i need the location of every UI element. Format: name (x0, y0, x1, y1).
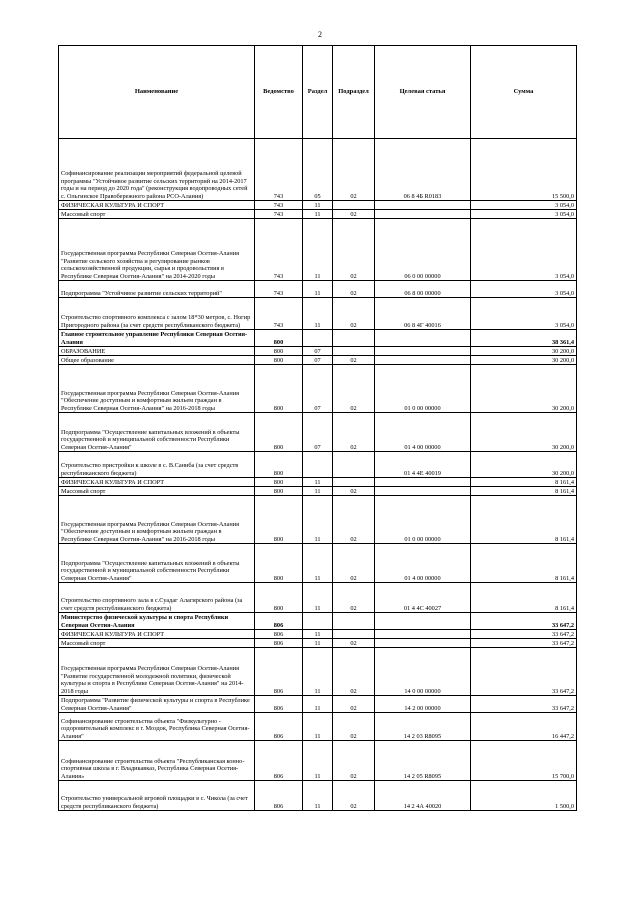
cell-subsection: 02 (333, 741, 375, 781)
cell-section: 11 (303, 713, 333, 741)
cell-name: Строительство универсальной игровой площадки в с. Чикола (за счет средств республиканского бюджета) (59, 781, 255, 811)
cell-target (375, 201, 471, 210)
cell-dept: 743 (255, 210, 303, 219)
table-row (59, 713, 577, 741)
cell-target (375, 487, 471, 496)
cell-subsection: 02 (333, 496, 375, 544)
table-row (59, 281, 577, 298)
cell-sum: 8 161,4 (471, 583, 577, 613)
cell-target: 01 4 00 00000 (375, 413, 471, 452)
header-subsection: Подраздел (333, 46, 375, 139)
cell-dept: 800 (255, 347, 303, 356)
cell-sum: 1 500,0 (471, 781, 577, 811)
cell-sum: 8 161,4 (471, 544, 577, 583)
cell-target: 14 2 03 R8095 (375, 713, 471, 741)
cell-target: 06 8 4Б R0183 (375, 139, 471, 201)
table-row (59, 741, 577, 781)
cell-section: 11 (303, 741, 333, 781)
cell-name: ФИЗИЧЕСКАЯ КУЛЬТУРА И СПОРТ (59, 630, 255, 639)
cell-section: 07 (303, 365, 333, 413)
table-row (59, 219, 577, 281)
cell-dept: 800 (255, 452, 303, 478)
cell-sum: 8 161,4 (471, 496, 577, 544)
cell-target: 14 2 05 R8095 (375, 741, 471, 781)
header-sum: Сумма (471, 46, 577, 139)
cell-dept: 800 (255, 583, 303, 613)
cell-section: 11 (303, 298, 333, 330)
cell-target: 14 2 00 00000 (375, 696, 471, 713)
table-row (59, 413, 577, 452)
cell-dept: 800 (255, 413, 303, 452)
cell-name: ОБРАЗОВАНИЕ (59, 347, 255, 356)
cell-subsection: 02 (333, 713, 375, 741)
header-target: Целевая статья (375, 46, 471, 139)
cell-subsection: 02 (333, 413, 375, 452)
table-row (59, 487, 577, 496)
cell-subsection: 02 (333, 356, 375, 365)
cell-name: Министерство физической культуры и спорта Республики Северная Осетия-Алания (59, 613, 255, 630)
cell-dept: 806 (255, 648, 303, 696)
cell-target: 01 0 00 00000 (375, 365, 471, 413)
cell-name: Софинансирование реализации мероприятий федеральной целевой программы "Устойчивое развитие сельских территорий на 2014-2017 годы и на период до 2020 года" (реконструкция водопроводных сетей с. Ольгинское Правобережного района РСО-Алания) (59, 139, 255, 201)
cell-sum: 33 647,2 (471, 648, 577, 696)
table-row (59, 210, 577, 219)
table-row (59, 330, 577, 347)
cell-target: 01 4 00 00000 (375, 544, 471, 583)
cell-sum: 3 054,0 (471, 219, 577, 281)
header-name: Наименование (59, 46, 255, 139)
table-row (59, 630, 577, 639)
cell-name: Строительство спортивного комплекса с залом 18*30 метров, с. Ногир Пригородного района (за счет средств республиканского бюджета) (59, 298, 255, 330)
cell-dept: 800 (255, 365, 303, 413)
table-header-row (59, 46, 577, 139)
cell-subsection: 02 (333, 648, 375, 696)
cell-target: 06 8 4Г 40016 (375, 298, 471, 330)
cell-name: Государственная программа Республики Северная Осетия-Алания "Развитие сельского хозяйства и регулирование рынков сельскохозяйственной продукции, сырья и продовольствия в Республике Северная Осетия-Алания" на 2014-2020 годы (59, 219, 255, 281)
cell-section: 11 (303, 544, 333, 583)
cell-dept: 800 (255, 330, 303, 347)
cell-sum: 3 054,0 (471, 201, 577, 210)
cell-target (375, 613, 471, 630)
cell-sum: 33 647,2 (471, 630, 577, 639)
cell-subsection: 02 (333, 281, 375, 298)
cell-subsection (333, 330, 375, 347)
cell-section (303, 452, 333, 478)
cell-dept: 806 (255, 741, 303, 781)
cell-dept: 800 (255, 478, 303, 487)
cell-subsection (333, 452, 375, 478)
cell-sum: 16 447,2 (471, 713, 577, 741)
cell-target (375, 330, 471, 347)
cell-name: Государственная программа Республики Северная Осетия-Алания "Обеспечение доступным и комфортным жильем граждан в Республике Северная Осетия-Алания" на 2016-2018 годы (59, 365, 255, 413)
cell-dept: 743 (255, 281, 303, 298)
cell-subsection: 02 (333, 365, 375, 413)
cell-sum: 3 054,0 (471, 298, 577, 330)
cell-sum: 33 647,2 (471, 639, 577, 648)
cell-target (375, 356, 471, 365)
cell-section: 11 (303, 648, 333, 696)
cell-sum: 30 200,0 (471, 413, 577, 452)
cell-name: Софинансирование строительства объекта "Республиканская конно-спортивная школа в г. Владикавказ, Республика Северная Осетия-Алания» (59, 741, 255, 781)
cell-target: 01 4 4С 40027 (375, 583, 471, 613)
cell-sum: 8 161,4 (471, 478, 577, 487)
cell-section: 11 (303, 639, 333, 648)
cell-dept: 743 (255, 201, 303, 210)
table-row (59, 639, 577, 648)
cell-subsection: 02 (333, 781, 375, 811)
cell-section (303, 330, 333, 347)
cell-section: 07 (303, 347, 333, 356)
cell-name: Софинансирование строительства объекта "Физкультурно - оздоровительный комплекс в г. Моздок, Республика Северная Осетия-Алания" (59, 713, 255, 741)
cell-subsection (333, 478, 375, 487)
cell-section: 11 (303, 496, 333, 544)
cell-target: 01 4 4Е 40019 (375, 452, 471, 478)
cell-section: 11 (303, 478, 333, 487)
table-row (59, 648, 577, 696)
cell-section: 11 (303, 630, 333, 639)
cell-subsection: 02 (333, 696, 375, 713)
cell-name: Государственная программа Республики Северная Осетия-Алания "Обеспечение доступным и комфортным жильем граждан в Республике Северная Осетия-Алания" на 2016-2018 годы (59, 496, 255, 544)
cell-dept: 806 (255, 696, 303, 713)
cell-name: Подпрограмма "Устойчивое развитие сельских территорий" (59, 281, 255, 298)
cell-subsection (333, 201, 375, 210)
cell-name: ФИЗИЧЕСКАЯ КУЛЬТУРА И СПОРТ (59, 478, 255, 487)
cell-subsection: 02 (333, 139, 375, 201)
table-row (59, 496, 577, 544)
cell-target (375, 478, 471, 487)
cell-subsection: 02 (333, 219, 375, 281)
cell-name: ФИЗИЧЕСКАЯ КУЛЬТУРА И СПОРТ (59, 201, 255, 210)
cell-dept: 806 (255, 781, 303, 811)
cell-sum: 8 161,4 (471, 487, 577, 496)
cell-name: Главное строительное управление Республики Северная Осетия-Алания (59, 330, 255, 347)
cell-subsection: 02 (333, 298, 375, 330)
cell-sum: 30 200,0 (471, 365, 577, 413)
table-row (59, 201, 577, 210)
header-dept: Ведомство (255, 46, 303, 139)
cell-target: 14 0 00 00000 (375, 648, 471, 696)
table-row (59, 613, 577, 630)
cell-sum: 38 361,4 (471, 330, 577, 347)
cell-name: Массовый спорт (59, 210, 255, 219)
table-row (59, 696, 577, 713)
cell-subsection (333, 347, 375, 356)
cell-dept: 800 (255, 487, 303, 496)
table-row (59, 781, 577, 811)
table-row (59, 298, 577, 330)
cell-sum: 33 647,2 (471, 613, 577, 630)
cell-sum: 15 700,0 (471, 741, 577, 781)
cell-sum: 30 200,0 (471, 356, 577, 365)
cell-section: 07 (303, 356, 333, 365)
cell-section: 11 (303, 781, 333, 811)
cell-section: 11 (303, 281, 333, 298)
cell-section: 11 (303, 487, 333, 496)
cell-subsection: 02 (333, 583, 375, 613)
cell-dept: 743 (255, 219, 303, 281)
cell-section: 11 (303, 219, 333, 281)
cell-dept: 800 (255, 544, 303, 583)
cell-name: Массовый спорт (59, 487, 255, 496)
cell-dept: 743 (255, 139, 303, 201)
cell-sum: 3 054,0 (471, 281, 577, 298)
table-row (59, 356, 577, 365)
cell-subsection (333, 630, 375, 639)
cell-target (375, 630, 471, 639)
cell-section: 11 (303, 210, 333, 219)
cell-section (303, 613, 333, 630)
table-row (59, 583, 577, 613)
cell-name: Государственная программа Республики Северная Осетия-Алания "Развитие государственной молодежной политики, физической культуры и спорта в Республике Северная Осетия-Алания" на 2014-2018 годы (59, 648, 255, 696)
table-row (59, 365, 577, 413)
cell-dept: 800 (255, 496, 303, 544)
cell-section: 11 (303, 583, 333, 613)
cell-name: Массовый спорт (59, 639, 255, 648)
cell-sum: 3 054,0 (471, 210, 577, 219)
cell-name: Общее образование (59, 356, 255, 365)
page-number: 2 (318, 30, 322, 39)
cell-target (375, 639, 471, 648)
cell-name: Строительство пристройки к школе в с. В.Саниба (за счет средств республиканского бюджета) (59, 452, 255, 478)
table-row (59, 347, 577, 356)
cell-target: 06 0 00 00000 (375, 219, 471, 281)
cell-name: Подпрограмма "Осуществление капитальных вложений в объекты государственной и муниципальной собственности Республики Северная Осетия-Алания" (59, 413, 255, 452)
cell-section: 11 (303, 696, 333, 713)
cell-target (375, 210, 471, 219)
cell-dept: 806 (255, 613, 303, 630)
cell-sum: 15 500,0 (471, 139, 577, 201)
cell-dept: 743 (255, 298, 303, 330)
table-row (59, 478, 577, 487)
cell-dept: 806 (255, 713, 303, 741)
cell-subsection: 02 (333, 210, 375, 219)
cell-section: 05 (303, 139, 333, 201)
cell-target: 01 0 00 00000 (375, 496, 471, 544)
header-section: Раздел (303, 46, 333, 139)
budget-table (58, 45, 577, 811)
cell-target: 06 8 00 00000 (375, 281, 471, 298)
cell-subsection: 02 (333, 487, 375, 496)
table-row (59, 544, 577, 583)
cell-dept: 800 (255, 356, 303, 365)
table-row (59, 139, 577, 201)
cell-subsection (333, 613, 375, 630)
cell-name: Строительство спортивного зала в с.Суадаг Алагирского района (за счет средств республиканского бюджета) (59, 583, 255, 613)
cell-sum: 33 647,2 (471, 696, 577, 713)
cell-name: Подпрограмма "Развитие физической культуры и спорта в Республике Северная Осетия-Алания" (59, 696, 255, 713)
cell-sum: 30 200,0 (471, 452, 577, 478)
cell-subsection: 02 (333, 639, 375, 648)
cell-dept: 806 (255, 630, 303, 639)
table-row (59, 452, 577, 478)
cell-section: 11 (303, 201, 333, 210)
cell-subsection: 02 (333, 544, 375, 583)
cell-sum: 30 200,0 (471, 347, 577, 356)
cell-dept: 806 (255, 639, 303, 648)
cell-section: 07 (303, 413, 333, 452)
cell-target: 14 2 4А 40020 (375, 781, 471, 811)
table-body (59, 139, 577, 811)
cell-target (375, 347, 471, 356)
cell-name: Подпрограмма "Осуществление капитальных вложений в объекты государственной и муниципальной собственности Республики Северная Осетия-Алания" (59, 544, 255, 583)
